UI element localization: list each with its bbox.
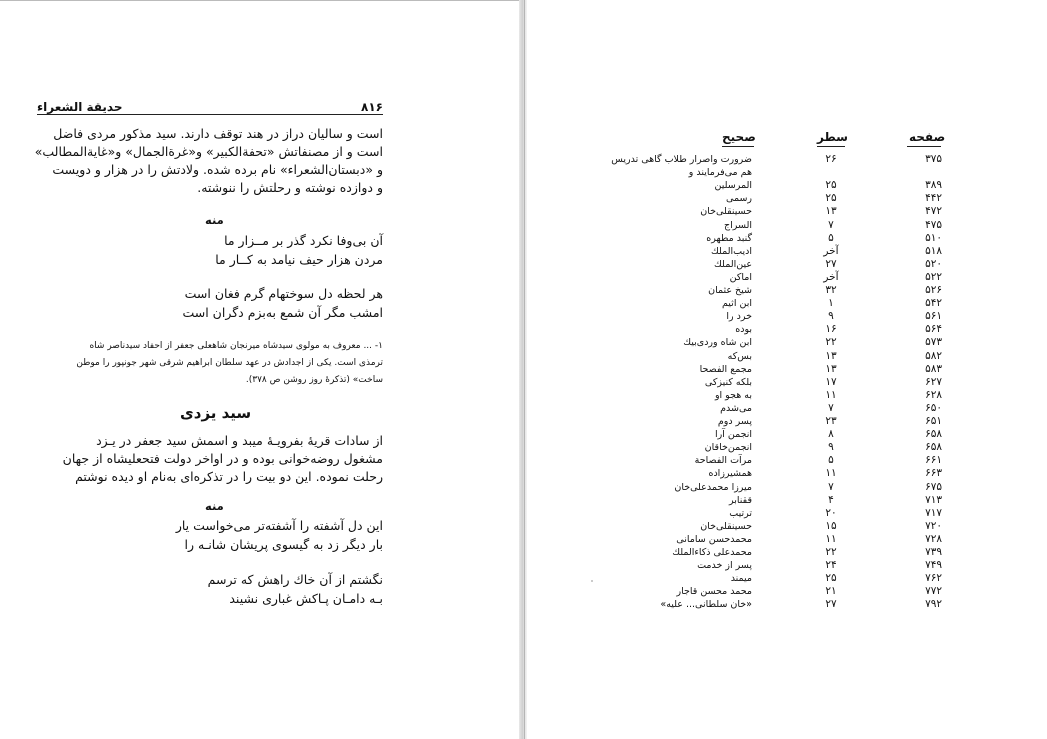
- cell-line: ۴: [828, 493, 834, 506]
- cell-correct: ابن شاه وردی‌بیك: [683, 337, 752, 349]
- table-row: [527, 284, 1047, 297]
- cell-page: ۵۶۴: [925, 323, 942, 336]
- cell-line: ۲۴: [825, 559, 837, 572]
- cell-page: ۵۱۰: [925, 231, 942, 244]
- cell-page: ۶۵۸: [925, 441, 942, 454]
- cell-correct: محمدعلی ذکاءالملك: [672, 547, 752, 558]
- table-row: [527, 559, 1047, 572]
- cell-correct: گنبد مطهره: [706, 232, 752, 244]
- table-row: [527, 336, 1047, 349]
- cell-correct: همشیرزاده: [708, 468, 752, 480]
- table-row: [527, 219, 1047, 232]
- table-row: [527, 205, 1047, 218]
- cell-line: ۷: [828, 218, 834, 231]
- column-header-line: سطر: [817, 130, 848, 144]
- table-row: [527, 310, 1047, 323]
- table-row: [527, 153, 1047, 166]
- table-row: [527, 533, 1047, 546]
- table-row: [527, 467, 1047, 480]
- cell-line: ۵: [828, 454, 834, 467]
- cell-line: ۲۵: [825, 179, 837, 192]
- cell-correct: مرآت الفصاحة: [694, 455, 752, 467]
- cell-page: ۷۱۷: [925, 506, 942, 519]
- paper-speck: [591, 580, 593, 582]
- cell-page: ۵۲۶: [925, 284, 942, 296]
- cell-correct: بس‌که: [727, 350, 752, 362]
- cell-page: ۵۲۲: [925, 270, 942, 283]
- table-row: [527, 192, 1047, 205]
- cell-page: ۵۸۲: [925, 349, 942, 362]
- cell-line: ۲۱: [825, 585, 837, 598]
- verse-line: آن بی‌وفا نکرد گذر بر مــزار ما: [224, 233, 383, 248]
- table-row: [527, 507, 1047, 520]
- cell-page: ۶۶۱: [925, 454, 942, 467]
- table-row: [527, 179, 1047, 192]
- cell-correct: میرزا محمدعلی‌خان: [674, 481, 752, 493]
- cell-line: ۲۲: [825, 336, 837, 349]
- section-line: رحلت نموده. این دو بیت را در تذکره‌ای به‌نام او دیده نوشتم: [75, 469, 383, 484]
- verse-line: بـه دامـان پـاکش غباری نشیند: [229, 591, 383, 606]
- cell-page: ۶۵۱: [925, 415, 942, 427]
- table-row: [527, 441, 1047, 454]
- poem-heading: منه: [205, 499, 224, 513]
- right-page: [527, 0, 1047, 739]
- cell-correct: انجمن آرا: [714, 429, 752, 441]
- table-row: [527, 389, 1047, 402]
- verse-line: هر لحظه دل سوختهام گرم فغان است: [184, 286, 383, 301]
- cell-line: ۱۱: [825, 388, 837, 401]
- table-row: [527, 494, 1047, 507]
- table-row: [527, 350, 1047, 363]
- table-row: [527, 520, 1047, 533]
- cell-page: ۶۷۵: [925, 480, 942, 493]
- table-row: [527, 376, 1047, 389]
- verse-line: مردن هزار حیف نیامد به کــار ما: [215, 252, 383, 267]
- table-row: [527, 297, 1047, 310]
- cell-page: ۶۲۷: [925, 375, 942, 388]
- cell-page: ۷۹۲: [925, 598, 942, 611]
- cell-line: ۲۵: [825, 192, 837, 205]
- cell-page: ۷۴۹: [925, 559, 942, 572]
- cell-line: ۲۷: [825, 598, 837, 611]
- cell-correct: ققنابر: [729, 494, 752, 506]
- cell-page: ۷۷۲: [925, 585, 942, 598]
- verse-line: نگشتم از آن خاك راهش که ترسم: [207, 572, 383, 587]
- cell-line: ۲۰: [825, 506, 837, 519]
- cell-correct: هم می‌فرمایند و: [688, 167, 752, 179]
- cell-line: ۲۳: [825, 415, 837, 427]
- cell-line: ۱۵: [825, 519, 837, 532]
- table-row: [527, 166, 1047, 179]
- cell-line: ۹: [828, 310, 834, 323]
- paragraph-line: و «دبستان‌الشعراء» نام برده شده. ولادتش را در هزار و دویست: [52, 162, 383, 177]
- column-header-page: صفحه: [909, 130, 946, 144]
- cell-page: ۵۴۲: [925, 297, 942, 310]
- cell-page: ۶۵۰: [925, 401, 942, 414]
- cell-correct: میمند: [730, 573, 752, 585]
- header-underline: [722, 146, 754, 147]
- cell-correct: می‌شدم: [720, 402, 752, 414]
- paragraph-line: است و سالیان دراز در هند توقف دارند. سید مذکور مردی فاضل: [53, 126, 383, 141]
- cell-line: ۱۷: [825, 375, 837, 388]
- cell-line: ۷: [828, 401, 834, 414]
- cell-page: ۷۲۰: [925, 519, 942, 532]
- cell-line: ۱: [828, 297, 834, 310]
- table-row: [527, 271, 1047, 284]
- cell-line: آخر: [823, 244, 839, 257]
- cell-line: ۵: [828, 231, 834, 244]
- section-line: از سادات قریهٔ بفرویـهٔ میبد و اسمش سید جعفر در یـزد: [96, 433, 383, 448]
- verse-line: بار دیگر زد به گیسوی پریشان شانـه را: [184, 537, 383, 552]
- cell-correct: به هجو او: [714, 389, 752, 401]
- table-row: [527, 258, 1047, 271]
- cell-correct: حسینقلی‌خان: [700, 520, 752, 532]
- table-row: [527, 245, 1047, 258]
- header-underline: [907, 146, 941, 147]
- cell-page: ۷۶۲: [925, 572, 942, 585]
- cell-page: ۷۳۹: [925, 546, 942, 558]
- left-page: [0, 0, 519, 739]
- table-row: [527, 402, 1047, 415]
- cell-page: ۶۶۳: [925, 467, 942, 480]
- cell-line: ۲۷: [825, 257, 837, 270]
- cell-page: ۵۸۳: [925, 362, 942, 375]
- cell-correct: انجمن‌خاقان: [704, 442, 752, 454]
- table-row: [527, 232, 1047, 245]
- cell-line: ۸: [828, 428, 834, 441]
- table-row: [527, 428, 1047, 441]
- cell-page: ۴۷۲: [925, 205, 942, 218]
- book-gutter: [519, 0, 527, 739]
- table-row: [527, 598, 1047, 611]
- cell-correct: ادیب‌الملك: [710, 245, 752, 257]
- cell-correct: محمدحسن سامانی: [676, 533, 752, 545]
- cell-line: ۹: [828, 441, 834, 454]
- cell-line: ۱۳: [825, 362, 837, 375]
- paragraph-line: و دوازده نوشته و رحلتش را ننوشته.: [197, 180, 383, 195]
- verse-line: این دل آشفته را آشفته‌تر می‌خواست یار: [175, 518, 383, 533]
- cell-page: ۵۶۱: [925, 310, 942, 323]
- table-row: [527, 363, 1047, 376]
- cell-correct: حسینقلی‌خان: [700, 206, 752, 218]
- cell-line: ۱۳: [825, 349, 837, 362]
- cell-correct: بوده: [735, 324, 752, 336]
- cell-correct: پسر دوم: [717, 416, 752, 427]
- cell-correct: مجمع الفصحا: [699, 363, 752, 375]
- cell-correct: «خان سلطانی... علیه»: [660, 599, 752, 611]
- table-row: [527, 454, 1047, 467]
- poem-heading: منه: [205, 213, 224, 227]
- cell-correct: بلکه کنیزکی: [704, 376, 752, 388]
- cell-page: ۴۴۲: [925, 192, 942, 205]
- cell-correct: اماکن: [729, 271, 752, 283]
- header-underline: [817, 146, 845, 147]
- table-row: [527, 323, 1047, 336]
- table-row: [527, 585, 1047, 598]
- cell-page: ۵۲۰: [925, 257, 942, 270]
- cell-line: ۱۶: [825, 323, 837, 336]
- cell-correct: محمد محسن قاجار: [676, 586, 752, 598]
- cell-correct: السراج: [723, 219, 752, 231]
- table-row: [527, 481, 1047, 494]
- cell-page: ۴۷۵: [925, 218, 942, 231]
- cell-correct: رسمی: [726, 193, 752, 205]
- gutter-line: [524, 0, 525, 739]
- cell-correct: پسر از خدمت: [697, 560, 752, 572]
- cell-correct: ترتیب: [729, 507, 752, 519]
- cell-line: ۳۲: [825, 284, 837, 296]
- footnote-line: ساخت» (تذکرهٔ روز روشن ص ۳۷۸).: [245, 375, 383, 385]
- table-row: [527, 572, 1047, 585]
- cell-line: ۱۳: [825, 205, 837, 218]
- cell-line: ۲۶: [825, 153, 837, 165]
- paragraph-line: است و از مصنفاتش «تحفة‌الکبیر» و«غرة‌الجمال» و«غایة‌المطالب»: [34, 144, 383, 159]
- table-row: [527, 415, 1047, 428]
- cell-page: ۷۱۳: [925, 493, 942, 506]
- cell-page: ۵۷۳: [925, 336, 942, 349]
- footnote-line: ۱- ... معروف به مولوی سیدشاه میرنجان شاهعلی جعفر از احفاد سیدناصر شاه: [89, 341, 383, 351]
- page-number: ۸۱۶: [361, 100, 383, 114]
- cell-correct: شیخ عثمان: [708, 285, 752, 296]
- cell-correct: خرد را: [726, 311, 752, 323]
- cell-line: ۲۲: [825, 546, 837, 558]
- cell-line: ۷: [828, 480, 834, 493]
- cell-correct: ابن اثیم: [721, 298, 752, 310]
- cell-page: ۶۲۸: [925, 388, 942, 401]
- verse-line: امشب مگر آن شمع به‌بزم دگران است: [182, 305, 383, 320]
- cell-line: ۲۵: [825, 572, 837, 585]
- cell-page: ۳۸۹: [925, 179, 942, 192]
- footnote-line: ترمذی است. یکی از اجدادش در عهد سلطان ابراهیم شرقی شهر جونپور را موطن: [76, 358, 383, 368]
- cell-correct: ضرورت واصرار طلاب گاهی تدریس: [611, 154, 752, 165]
- cell-line: آخر: [823, 270, 839, 283]
- cell-correct: المرسلین: [714, 180, 752, 192]
- running-head: [37, 96, 383, 115]
- cell-page: ۵۱۸: [925, 244, 942, 257]
- cell-page: ۷۲۸: [925, 532, 942, 545]
- column-header-correct: صحیح: [722, 130, 756, 144]
- cell-page: ۳۷۵: [925, 153, 942, 165]
- section-line: مشغول روضه‌خوانی بوده و در اواخر دولت فتحعلیشاه از جهان: [62, 451, 383, 466]
- cell-correct: عین‌الملك: [714, 258, 752, 270]
- cell-line: ۱۱: [825, 467, 837, 480]
- cell-line: ۱۱: [825, 532, 837, 545]
- running-head-title: حدیقة الشعراء: [37, 100, 123, 114]
- table-row: [527, 546, 1047, 559]
- section-title: سید یزدی: [180, 404, 252, 422]
- cell-page: ۶۵۸: [925, 428, 942, 441]
